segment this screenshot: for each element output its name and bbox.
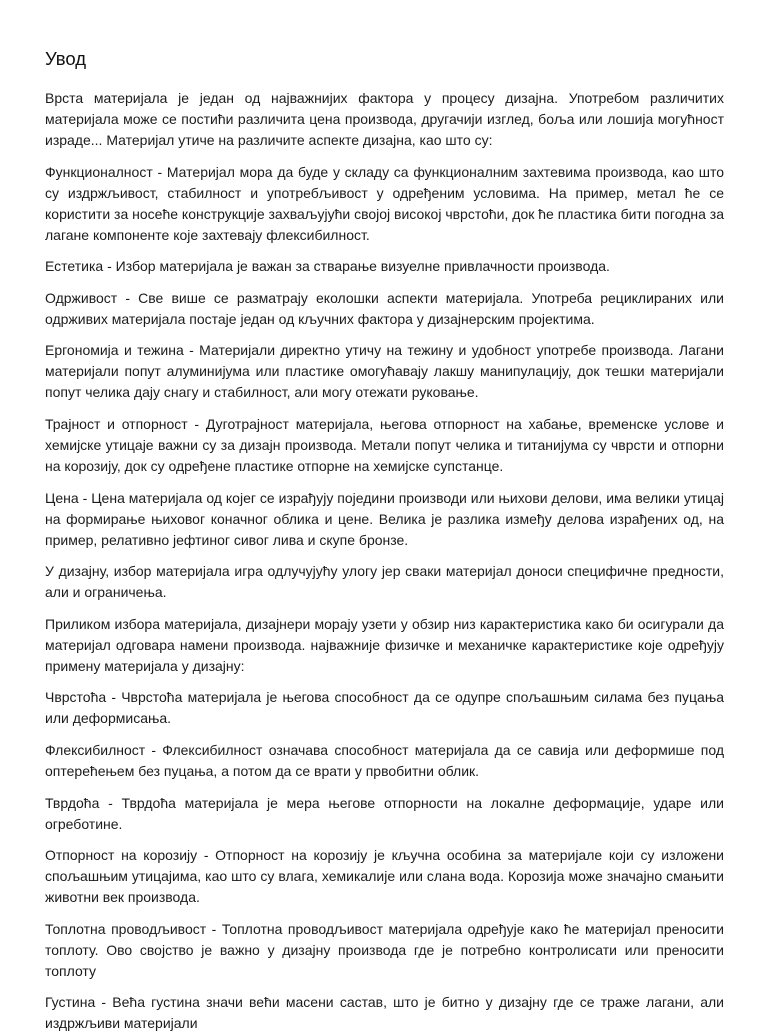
paragraph-ergonomics: Ергономија и тежина - Материјали директно утичу на тежину и удобност употребе производа. Лагани материјали попут алуминијума или пластике омогућавају лакшу манипулацију, док тешки материјали попут челика дају снагу и стабилност, али могу отежати руковање.	[45, 342, 724, 401]
document-body	[45, 88, 724, 1034]
paragraph-intro: Врста материјала је један од најважнијих фактора у процесу дизајна. Употребом различитих материјала може се постићи различита цена производа, другачији изглед, боља или лошија могућност израде... Материјал утиче на различите аспекте дизајна, као што су:	[45, 90, 724, 148]
paragraph-aesthetics: Естетика - Избор материјала је важан за стварање визуелне привлачности производа.	[45, 258, 610, 275]
paragraph-cost: Цена - Цена материјала од којег се израђују поједини производи или њихови делови, има велики утицај на формирање њиховог коначног облика и цене. Велика је разлика између делова израђених од, на пример, релативно јефтиног сивог лива и скупе бронзе.	[45, 489, 724, 548]
paragraph-flexibility: Флексибилност - Флексибилност означава способност материјала да се савија или деформише под оптерећењем без пуцања, а потом да се врати у првобитни облик.	[45, 741, 724, 779]
paragraph-design-role: У дизајну, избор материјала игра одлучујућу улогу јер сваки материјал доноси специфичне предности, али и ограничења.	[45, 563, 724, 601]
paragraph-selection-criteria: Приликом избора материјала, дизајнери морају узети у обзир низ карактеристика како би осигурали да материјал одговара намени производа. најважније физичке и механичке карактеристике које одређују примену материјала у дизајну:	[45, 615, 724, 674]
paragraph-density: Густина - Већа густина значи већи масени састав, што је битно у дизајну где се траже лагани, али издржљиви материјали	[45, 994, 724, 1032]
paragraph-functionality: Функционалност - Материјал мора да буде у складу са функционалним захтевима производа, као што су издржљивост, стабилност и употребљивост у одређеним условима. На пример, метал ће се користити за носеће конструкције захваљујући својој високој чврстоћи, док ће пластика бити погодна за лагане компоненте које захтевају флексибилност.	[45, 163, 724, 243]
paragraph-durability: Трајност и отпорност - Дуготрајност материјала, његова отпорност на хабање, временске услове и хемијске утицаје важни су за дизајн производа. Метали попут челика и титанијума су чврсти и отпорни на корозију, док су одређене пластике отпорне на хемијске супстанце.	[45, 415, 724, 474]
paragraph-sustainability: Одрживост - Све више се разматрају еколошки аспекти материјала. Употреба рециклираних или одрживих материјала постаје један од кључних фактора у дизајнерским пројектима.	[45, 289, 724, 327]
paragraph-hardness: Тврдоћа - Тврдоћа материјала је мера његове отпорности на локалне деформације, ударе или огреботине.	[45, 794, 724, 832]
document-title: Увод	[45, 48, 87, 69]
paragraph-corrosion-resistance: Отпорност на корозију - Отпорност на корозију је кључна особина за материјале који су изложени спољашњим утицајима, као што су влага, хемикалије или слана вода. Корозија може значајно смањити животни век производа.	[45, 847, 724, 906]
paragraph-strength: Чврстоћа - Чврстоћа материјала је његова способност да се одупре спољашњим силама без пуцања или деформисања.	[45, 689, 724, 727]
paragraph-thermal-conductivity: Топлотна проводљивост - Топлотна проводљивост материјала одређује како ће материјал преносити топлоту. Ово својство је важно у дизајну производа где је потребно контролисати или преносити топлоту	[45, 920, 724, 979]
